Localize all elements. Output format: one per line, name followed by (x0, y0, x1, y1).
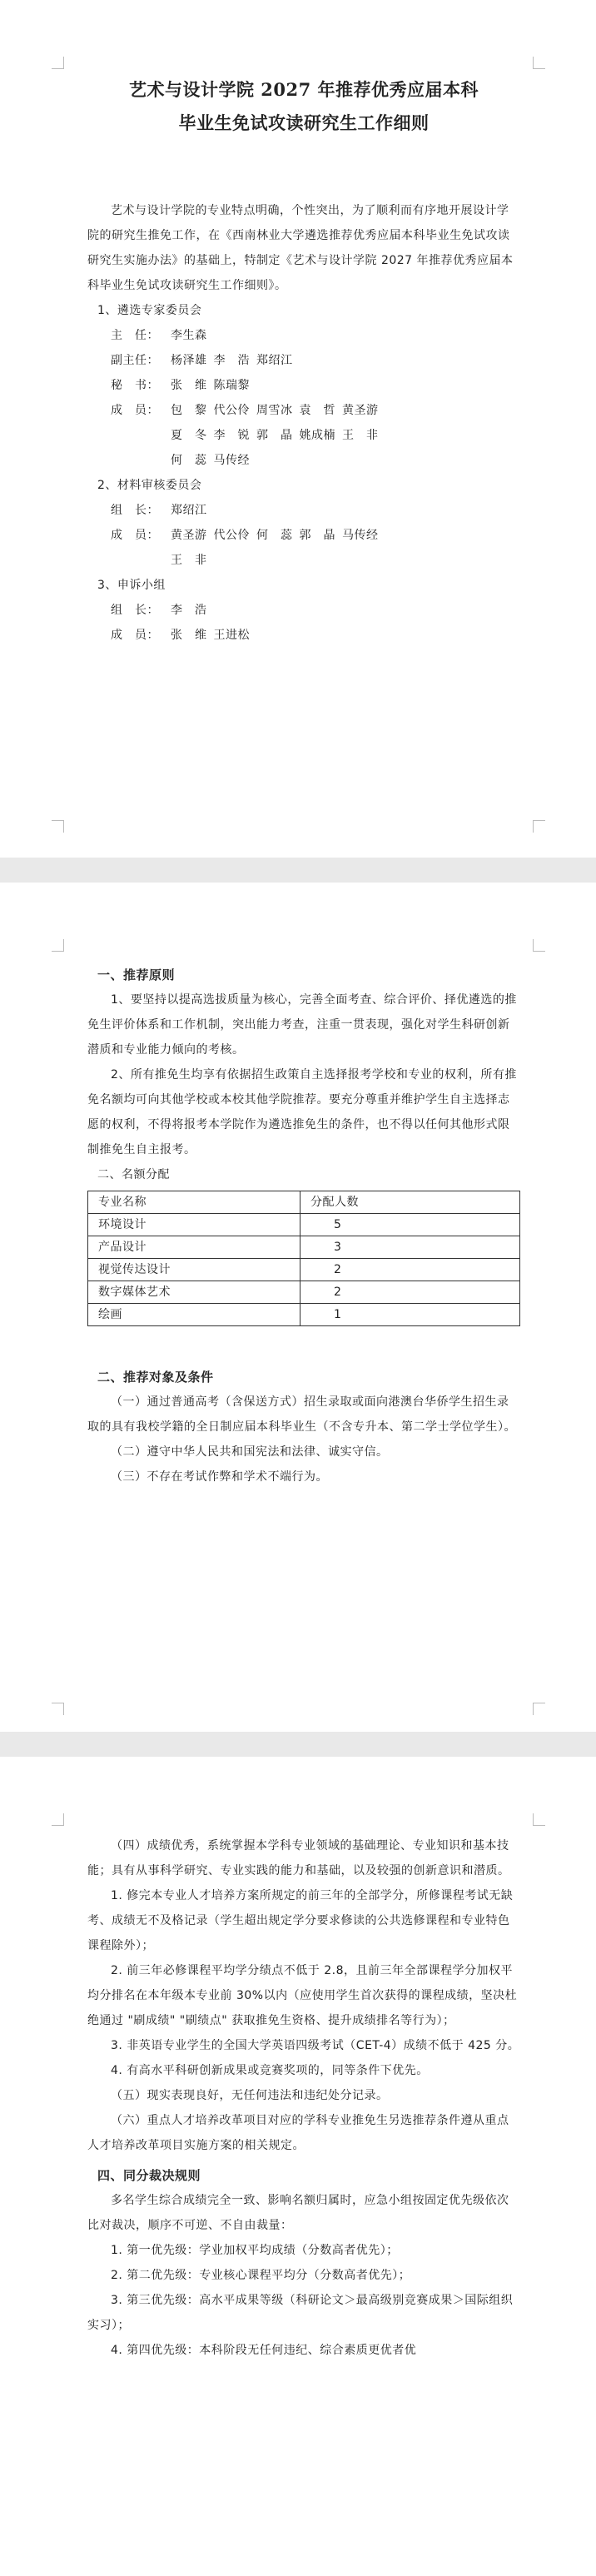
condition-2: （二）遵守中华人民共和国宪法和法律、诚实守信。 (111, 1445, 389, 1459)
member-name: 夏 冬 (171, 429, 207, 442)
member-names (171, 373, 520, 398)
condition-4-item-2: 2. 前三年必修课程平均学分绩点不低于 2.8，且前三年全部课程学分加权平均分排名在本年级本专业前 30%以内（应使用学生首次获得的课程成绩，坚决杜绝通过 "刷成绩" "刷绩点" 获取推免生资格、提升成绩排名等行为）； (87, 1964, 518, 2027)
member-name: 郭 晶 (256, 429, 293, 442)
member-name: 张 维 (171, 379, 207, 392)
member-name: 代公伶 (213, 529, 250, 542)
member-row (87, 548, 520, 573)
role-label: 成 员： (111, 404, 159, 417)
condition-4-item-4: 4. 有高水平科研创新成果或竞赛奖项的，同等条件下优先。 (111, 2064, 429, 2077)
member-name: 李 浩 (171, 604, 207, 617)
member-row (87, 448, 520, 473)
member-name: 陈瑞黎 (213, 379, 250, 392)
member-name: 马传经 (213, 454, 250, 467)
table-header-row (88, 1191, 520, 1214)
document-page-1 (0, 0, 596, 858)
member-names (171, 498, 520, 523)
appeal-group-list (87, 598, 520, 648)
role-label: 副主任： (111, 354, 159, 367)
header-count: 分配人数 (300, 1191, 520, 1214)
document-title-line-1: 艺术与设计学院 2027 年推荐优秀应届本科 (128, 79, 479, 100)
member-row (87, 623, 520, 648)
member-names (171, 548, 520, 573)
tie-break-rule-4: 4. 第四优先级：本科阶段无任何违纪、综合素质更优者优 (111, 2344, 417, 2357)
quota-count-cell: 2 (300, 1259, 520, 1281)
role-label (87, 448, 171, 473)
condition-4-item-1: 1. 修完本专业人才培养方案所规定的前三年的全部学分，所修课程考试无缺考、成绩无不及格记录（学生超出规定学分要求修读的公共选修课程和专业特色课程除外）； (87, 1889, 514, 1952)
section-2-heading: 2、材料审核委员会 (97, 479, 202, 492)
margin-mark (52, 1703, 64, 1715)
major-name-cell: 环境设计 (88, 1214, 300, 1236)
member-row (87, 523, 520, 548)
principles-heading: 一、推荐原则 (97, 967, 176, 982)
section-1-heading: 1、遴选专家委员会 (97, 304, 202, 317)
condition-6: （六）重点人才培养改革项目对应的学科专业推免生另选推荐条件遵从重点人才培养改革项目实施方案的相关规定。 (87, 2114, 509, 2152)
principle-2: 2、所有推免生均享有依据招生政策自主选择报考学校和专业的权利，所有推免名额均可向其他学校或本校其他学院推荐。要充分尊重并维护学生自主选择志愿的权利，不得将报考本学院作为遴选推免生的条件，也不得以任何其他形式限制推免生自主报考。 (87, 1068, 517, 1156)
member-name: 李 浩 (213, 354, 250, 367)
member-name: 姚成楠 (299, 429, 335, 442)
tie-break-rule-2: 2. 第二优先级：专业核心课程平均分（分数高者优先）； (111, 2269, 411, 2282)
member-row (87, 423, 520, 448)
quota-count-cell: 5 (300, 1214, 520, 1236)
member-row (87, 373, 520, 398)
quota-count-cell: 1 (300, 1304, 520, 1326)
member-name: 代公伶 (213, 404, 250, 417)
member-row (87, 598, 520, 623)
member-name: 王进松 (213, 629, 250, 642)
condition-3: （三）不存在考试作弊和学术不端行为。 (111, 1470, 328, 1484)
role-label: 主 任： (111, 329, 159, 342)
quota-count-cell: 3 (300, 1236, 520, 1259)
member-name: 郑绍江 (256, 354, 293, 367)
role-label: 组 长： (111, 504, 159, 517)
role-label: 组 长： (111, 604, 159, 617)
member-name: 马传经 (342, 529, 379, 542)
member-name: 黄圣游 (342, 404, 379, 417)
margin-mark (52, 57, 64, 69)
member-row (87, 498, 520, 523)
role-label (87, 423, 171, 448)
member-name: 张 维 (171, 629, 207, 642)
margin-mark (533, 939, 545, 952)
quota-count-cell: 2 (300, 1281, 520, 1304)
member-names (171, 448, 520, 473)
margin-mark (52, 939, 64, 952)
table-row (88, 1214, 520, 1236)
member-name: 郑绍江 (171, 504, 207, 517)
margin-mark (533, 1703, 545, 1715)
member-names (171, 598, 520, 623)
major-name-cell: 产品设计 (88, 1236, 300, 1259)
member-names (171, 423, 520, 448)
member-name: 李生森 (171, 329, 207, 342)
member-name: 周雪冰 (256, 404, 293, 417)
tie-break-rule-1: 1. 第一优先级：学业加权平均成绩（分数高者优先）； (111, 2244, 399, 2257)
expert-committee-list (87, 323, 520, 473)
tie-break-heading: 四、同分裁决规则 (97, 2168, 201, 2183)
condition-4-item-3: 3. 非英语专业学生的全国大学英语四级考试（CET-4）成绩不低于 425 分。 (111, 2039, 520, 2052)
quota-heading: 二、名额分配 (97, 1168, 170, 1181)
member-name: 黄圣游 (171, 529, 207, 542)
major-name-cell: 数字媒体艺术 (88, 1281, 300, 1304)
role-label: 成 员： (111, 629, 159, 642)
member-name: 袁 哲 (299, 404, 335, 417)
member-names (171, 323, 520, 348)
header-major: 专业名称 (88, 1191, 300, 1214)
margin-mark (533, 820, 545, 833)
role-label: 成 员： (111, 529, 159, 542)
table-row (88, 1281, 520, 1304)
eligibility-heading: 二、推荐对象及条件 (97, 1370, 214, 1385)
member-name: 杨泽雄 (171, 354, 207, 367)
tie-break-intro: 多名学生综合成绩完全一致、影响名额归属时，应急小组按固定优先级依次比对裁决，顺序不可逆、不自由裁量： (87, 2194, 509, 2232)
member-row (87, 348, 520, 373)
member-names (171, 523, 520, 548)
document-page-3 (0, 1757, 596, 2576)
member-name: 李 锐 (213, 429, 250, 442)
condition-4: （四）成绩优秀，系统掌握本学科专业领域的基础理论、专业知识和基本技能；具有从事科学研究、专业实践的能力和基础，以及较强的创新意识和潜质。 (87, 1839, 510, 1877)
major-name-cell: 绘画 (88, 1304, 300, 1326)
role-label: 秘 书： (111, 379, 159, 392)
member-name: 包 黎 (171, 404, 207, 417)
table-row (88, 1236, 520, 1259)
condition-1: （一）通过普通高考（含保送方式）招生录取或面向港澳台华侨学生招生录取的具有我校学籍的全日制应届本科毕业生（不含专升本、第二学士学位学生）。 (87, 1395, 516, 1434)
member-names (171, 398, 520, 423)
intro-paragraph: 艺术与设计学院的专业特点明确，个性突出，为了顺利而有序地开展设计学院的研究生推免工作，在《西南林业大学遴选推荐优秀应届本科毕业生免试攻读研究生实施办法》的基础上，特制定《艺术与设计学院 2027 年推荐优秀应届本科毕业生免试攻读研究生工作细则》。 (87, 204, 514, 292)
member-name: 郭 晶 (299, 529, 335, 542)
tie-break-rule-3: 3. 第三优先级：高水平成果等级（科研论文＞最高级别竞赛成果＞国际组织实习）； (87, 2294, 514, 2332)
margin-mark (52, 820, 64, 833)
principle-1: 1、要坚持以提高选拔质量为核心，完善全面考查、综合评价、择优遴选的推免生评价体系和工作机制，突出能力考查，注重一贯表现，强化对学生科研创新潜质和专业能力倾向的考核。 (87, 993, 517, 1057)
member-name: 王 非 (171, 554, 207, 567)
member-name: 何 蕊 (171, 454, 207, 467)
document-title-line-2: 毕业生免试攻读研究生工作细则 (178, 112, 430, 133)
member-name: 王 非 (342, 429, 379, 442)
quota-table (87, 1191, 520, 1326)
condition-5: （五）现实表现良好，无任何违法和违纪处分记录。 (111, 2089, 389, 2102)
margin-mark (533, 1813, 545, 1826)
member-row (87, 398, 520, 423)
member-names (171, 348, 520, 373)
member-row (87, 323, 520, 348)
review-committee-list (87, 498, 520, 573)
document-page-2 (0, 883, 596, 1732)
member-names (171, 623, 520, 648)
section-3-heading: 3、申诉小组 (97, 579, 166, 592)
role-label (87, 548, 171, 573)
member-name: 何 蕊 (256, 529, 293, 542)
table-row (88, 1304, 520, 1326)
table-row (88, 1259, 520, 1281)
major-name-cell: 视觉传达设计 (88, 1259, 300, 1281)
margin-mark (533, 57, 545, 69)
margin-mark (52, 1813, 64, 1826)
